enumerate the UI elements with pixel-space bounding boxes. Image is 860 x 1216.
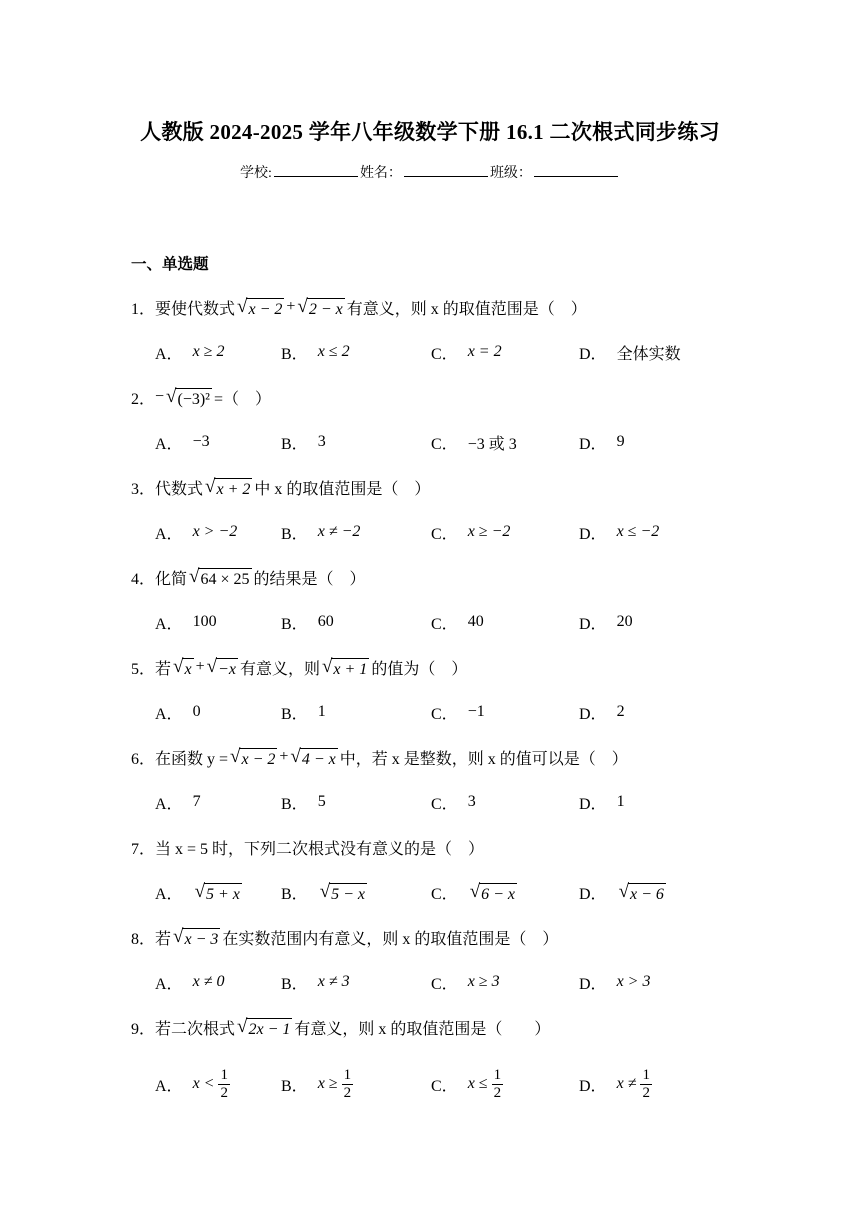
question-text: 有意义，则 x 的取值范围是（ ） bbox=[294, 1020, 551, 1038]
radicand: −x bbox=[216, 658, 238, 679]
option-c[interactable] bbox=[431, 335, 502, 369]
sqrt-expression: √ 4 − x bbox=[290, 745, 336, 768]
sqrt-expression: √ x − 2 bbox=[237, 295, 283, 318]
option-text: x ≠ −2 bbox=[317, 523, 361, 540]
option-text: x ≤ 2 bbox=[317, 343, 350, 360]
option-a[interactable] bbox=[155, 335, 224, 369]
option-label: A． bbox=[155, 705, 183, 723]
option-text: x > −2 bbox=[192, 523, 238, 540]
option-relation: x ≠ bbox=[616, 1075, 637, 1092]
option-text: 100 bbox=[192, 613, 217, 630]
option-label: A． bbox=[155, 435, 183, 453]
option-label: B． bbox=[281, 885, 308, 903]
question-text: 的结果是（ ） bbox=[253, 570, 366, 588]
fraction-denominator: 2 bbox=[343, 1084, 352, 1101]
question-number: 6． bbox=[131, 750, 156, 768]
question-text: 要使代数式 bbox=[155, 300, 236, 318]
question-5 bbox=[131, 650, 467, 684]
option-c[interactable] bbox=[431, 425, 517, 459]
option-text: x ≥ −2 bbox=[467, 523, 511, 540]
options-row bbox=[155, 875, 735, 909]
sqrt-expression: √ 5 − x bbox=[319, 880, 366, 903]
school-blank[interactable] bbox=[274, 162, 358, 177]
option-b[interactable] bbox=[281, 965, 350, 999]
radicand: 2 − x bbox=[307, 298, 345, 319]
question-text: 化简 bbox=[155, 570, 188, 588]
sqrt-expression: √ −x bbox=[206, 655, 236, 678]
option-c[interactable] bbox=[431, 515, 510, 549]
option-text: −3 bbox=[192, 433, 210, 450]
option-label: D． bbox=[579, 435, 607, 453]
option-b[interactable] bbox=[281, 695, 326, 729]
option-label: A． bbox=[155, 795, 183, 813]
option-text: 全体实数 bbox=[616, 345, 681, 363]
page-title: 人教版 2024-2025 学年八年级数学下册 16.1 二次根式同步练习 bbox=[140, 120, 720, 144]
option-text: −1 bbox=[467, 703, 485, 720]
option-b[interactable] bbox=[281, 785, 326, 819]
option-label: A． bbox=[155, 615, 183, 633]
option-text: x ≤ −2 bbox=[616, 523, 660, 540]
radicand: 4 − x bbox=[300, 748, 338, 769]
option-a[interactable] bbox=[155, 875, 244, 909]
option-label: C． bbox=[431, 345, 458, 363]
question-number: 1． bbox=[131, 300, 156, 318]
option-label: C． bbox=[431, 705, 458, 723]
sqrt-expression: √ x − 3 bbox=[173, 925, 219, 948]
question-text: 有意义，则 bbox=[239, 660, 320, 678]
class-label: 班级： bbox=[489, 166, 532, 181]
radicand: 5 + x bbox=[204, 883, 242, 904]
option-text: 5 bbox=[317, 793, 326, 810]
option-text: 1 bbox=[616, 793, 625, 810]
option-a[interactable] bbox=[155, 965, 224, 999]
option-d[interactable] bbox=[579, 425, 625, 459]
question-9 bbox=[131, 1010, 550, 1044]
option-label: D． bbox=[579, 615, 607, 633]
sqrt-expression: √ 6 − x bbox=[469, 880, 516, 903]
option-c[interactable] bbox=[431, 605, 484, 639]
sqrt-expression: √ 5 + x bbox=[194, 880, 240, 903]
sqrt-expression: √ x + 2 bbox=[205, 475, 251, 498]
option-text: 9 bbox=[616, 433, 625, 450]
option-a[interactable] bbox=[155, 695, 201, 729]
question-number: 4． bbox=[131, 570, 156, 588]
question-text: 有意义，则 x 的取值范围是（ ） bbox=[346, 300, 587, 318]
option-text: 3 bbox=[467, 793, 476, 810]
option-d[interactable] bbox=[579, 605, 633, 639]
option-text: 1 bbox=[317, 703, 326, 720]
option-label: D． bbox=[579, 885, 607, 903]
option-text: 0 bbox=[192, 703, 201, 720]
option-label: B． bbox=[281, 795, 308, 813]
question-number: 9． bbox=[131, 1020, 156, 1038]
option-label: D． bbox=[579, 975, 607, 993]
option-label: C． bbox=[431, 615, 458, 633]
school-label: 学校: bbox=[240, 166, 272, 181]
option-c[interactable] bbox=[431, 785, 476, 819]
sqrt-expression: √ 2x − 1 bbox=[237, 1015, 291, 1038]
sqrt-expression: √ x bbox=[173, 655, 192, 678]
radicand: 64 × 25 bbox=[198, 568, 251, 589]
fraction-numerator: 1 bbox=[220, 1066, 228, 1083]
radicand: 5 − x bbox=[329, 883, 367, 904]
name-blank[interactable] bbox=[404, 162, 488, 177]
option-relation: x < bbox=[192, 1075, 215, 1092]
option-text: 3 bbox=[317, 433, 326, 450]
option-text: x ≠ 0 bbox=[192, 973, 225, 990]
option-c[interactable] bbox=[431, 695, 485, 729]
question-number: 2． bbox=[131, 390, 156, 408]
option-label: D． bbox=[579, 1077, 607, 1095]
option-a[interactable] bbox=[155, 1064, 230, 1104]
question-text: 在函数 y = bbox=[155, 750, 229, 768]
question-text: 在实数范围内有意义，则 x 的取值范围是（ ） bbox=[222, 930, 559, 948]
option-text: x ≥ 2 bbox=[192, 343, 225, 360]
sqrt-expression: √ (−3)² bbox=[166, 385, 210, 408]
option-label: A． bbox=[155, 885, 183, 903]
sqrt-expression: √ 64 × 25 bbox=[189, 565, 250, 588]
options-row bbox=[155, 785, 735, 819]
question-7 bbox=[131, 830, 484, 864]
question-1 bbox=[131, 290, 587, 324]
options-row bbox=[155, 695, 735, 729]
radicand: (−3)² bbox=[175, 388, 211, 409]
option-text: 40 bbox=[467, 613, 484, 630]
question-number: 8． bbox=[131, 930, 156, 948]
option-label: B． bbox=[281, 435, 308, 453]
option-label: D． bbox=[579, 795, 607, 813]
radicand: x bbox=[182, 658, 193, 679]
radicand: x + 2 bbox=[214, 478, 252, 499]
option-b[interactable] bbox=[281, 605, 334, 639]
option-b[interactable] bbox=[281, 875, 369, 909]
radicand: x − 3 bbox=[182, 928, 220, 949]
option-a[interactable] bbox=[155, 605, 217, 639]
sqrt-expression: √ x − 2 bbox=[230, 745, 276, 768]
options-row bbox=[155, 1064, 735, 1104]
question-number: 3． bbox=[131, 480, 156, 498]
option-a[interactable] bbox=[155, 785, 201, 819]
option-a[interactable] bbox=[155, 515, 237, 549]
option-label: B． bbox=[281, 1077, 308, 1095]
fraction bbox=[342, 1067, 354, 1102]
question-text: =（ ） bbox=[213, 390, 271, 408]
option-label: D． bbox=[579, 705, 607, 723]
option-label: C． bbox=[431, 435, 458, 453]
option-label: A． bbox=[155, 975, 183, 993]
fraction-denominator: 2 bbox=[642, 1084, 650, 1101]
plus-sign: + bbox=[279, 748, 289, 765]
options-row bbox=[155, 425, 735, 459]
question-number: 7． bbox=[131, 840, 156, 858]
sqrt-expression: √ 2 − x bbox=[297, 295, 343, 318]
option-label: A． bbox=[155, 345, 183, 363]
fraction-numerator: 1 bbox=[493, 1066, 502, 1083]
option-label: B． bbox=[281, 705, 308, 723]
fraction bbox=[640, 1067, 652, 1102]
fraction-numerator: 1 bbox=[642, 1066, 650, 1083]
radicand: x − 6 bbox=[628, 883, 666, 904]
options-row bbox=[155, 965, 735, 999]
radicand: x − 2 bbox=[239, 748, 277, 769]
sqrt-expression: √ x + 1 bbox=[321, 655, 368, 678]
option-label: C． bbox=[431, 975, 458, 993]
option-label: A． bbox=[155, 525, 183, 543]
option-d[interactable] bbox=[579, 785, 625, 819]
question-text: 若 bbox=[155, 930, 172, 948]
option-text: −3 或 3 bbox=[467, 435, 517, 453]
option-d[interactable] bbox=[579, 515, 659, 549]
option-b[interactable] bbox=[281, 1064, 353, 1104]
question-text: − bbox=[155, 388, 165, 405]
option-label: C． bbox=[431, 525, 458, 543]
question-8 bbox=[131, 920, 558, 954]
question-text: 中，若 x 是整数，则 x 的值可以是（ ） bbox=[339, 750, 628, 768]
option-c[interactable] bbox=[431, 875, 519, 909]
fraction-denominator: 2 bbox=[220, 1084, 228, 1101]
option-label: C． bbox=[431, 1077, 458, 1095]
option-label: B． bbox=[281, 975, 308, 993]
option-label: D． bbox=[579, 345, 607, 363]
option-label: A． bbox=[155, 1077, 183, 1095]
option-text: 7 bbox=[192, 793, 201, 810]
option-d[interactable] bbox=[579, 965, 650, 999]
question-4 bbox=[131, 560, 366, 594]
option-relation: x ≤ bbox=[467, 1075, 488, 1092]
option-a[interactable] bbox=[155, 425, 210, 459]
option-b[interactable] bbox=[281, 425, 326, 459]
fraction-numerator: 1 bbox=[343, 1066, 352, 1083]
options-row bbox=[155, 605, 735, 639]
option-label: D． bbox=[579, 525, 607, 543]
option-d[interactable] bbox=[579, 695, 625, 729]
option-text: 20 bbox=[616, 613, 633, 630]
radicand: 6 − x bbox=[479, 883, 517, 904]
question-text: 若 bbox=[155, 660, 172, 678]
option-text: 2 bbox=[616, 703, 625, 720]
student-info-line bbox=[0, 162, 860, 182]
question-text: 当 x = 5 时，下列二次根式没有意义的是（ ） bbox=[155, 840, 485, 858]
option-label: B． bbox=[281, 345, 308, 363]
plus-sign: + bbox=[286, 298, 296, 315]
option-text: x ≠ 3 bbox=[317, 973, 350, 990]
radicand: x − 2 bbox=[246, 298, 284, 319]
question-text: 若二次根式 bbox=[155, 1020, 236, 1038]
options-row bbox=[155, 515, 735, 549]
option-label: B． bbox=[281, 615, 308, 633]
question-6 bbox=[131, 740, 628, 774]
radicand: 2x − 1 bbox=[246, 1018, 292, 1039]
option-c[interactable] bbox=[431, 965, 500, 999]
question-text: 代数式 bbox=[155, 480, 204, 498]
fraction bbox=[218, 1067, 230, 1102]
question-number: 5． bbox=[131, 660, 156, 678]
option-b[interactable] bbox=[281, 335, 350, 369]
option-d[interactable] bbox=[579, 335, 681, 369]
option-label: C． bbox=[431, 795, 458, 813]
option-d[interactable] bbox=[579, 875, 668, 909]
option-label: B． bbox=[281, 525, 308, 543]
question-text: 中 x 的取值范围是（ ） bbox=[254, 480, 431, 498]
sqrt-expression: √ x − 6 bbox=[618, 880, 664, 903]
question-2 bbox=[131, 380, 271, 414]
option-relation: x ≥ bbox=[317, 1075, 338, 1092]
name-label: 姓名： bbox=[359, 166, 402, 181]
question-text: 的值为（ ） bbox=[371, 660, 468, 678]
fraction bbox=[492, 1067, 504, 1102]
fraction-denominator: 2 bbox=[493, 1084, 502, 1101]
option-text: x > 3 bbox=[616, 973, 651, 990]
option-d[interactable] bbox=[579, 1064, 652, 1104]
option-text: x ≥ 3 bbox=[467, 973, 500, 990]
option-b[interactable] bbox=[281, 515, 360, 549]
option-label: C． bbox=[431, 885, 458, 903]
option-text: x = 2 bbox=[467, 343, 502, 360]
option-text: 60 bbox=[317, 613, 334, 630]
option-c[interactable] bbox=[431, 1064, 503, 1104]
plus-sign: + bbox=[195, 658, 205, 675]
options-row bbox=[155, 335, 735, 369]
question-3 bbox=[131, 470, 430, 504]
class-blank[interactable] bbox=[534, 162, 618, 177]
radicand: x + 1 bbox=[331, 658, 369, 679]
section-heading: 一、单选题 bbox=[131, 256, 209, 273]
